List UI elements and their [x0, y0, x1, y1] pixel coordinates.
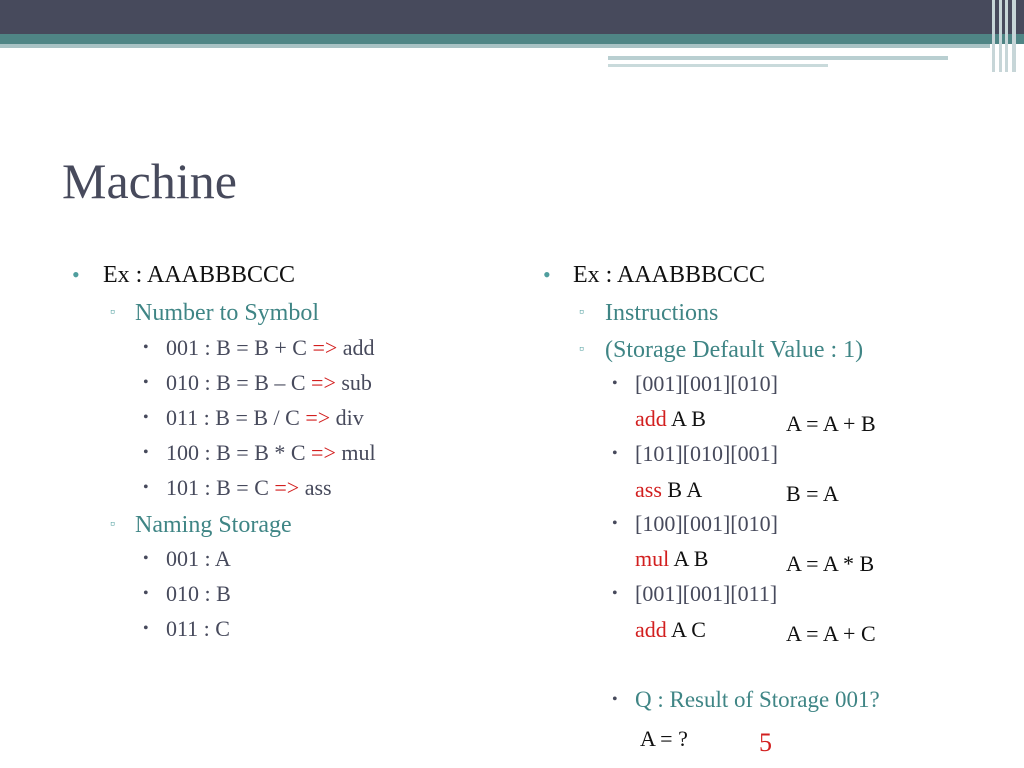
dot-bullet-icon: • — [612, 445, 618, 462]
header-light-band — [0, 44, 990, 48]
section-instructions: Instructions — [605, 300, 719, 326]
square-bullet-icon: ▫ — [579, 305, 584, 320]
instruction-mnemonic: add A C — [635, 617, 706, 642]
dot-bullet-icon: • — [143, 585, 149, 602]
query-text: A = ? — [640, 726, 688, 751]
square-bullet-icon: ▫ — [579, 342, 584, 357]
header-decor-line — [608, 56, 948, 60]
instruction-result: A = A + C — [786, 621, 876, 646]
mapping-item: 001 : B = B + C => add — [166, 335, 375, 360]
instruction-result: A = A * B — [786, 551, 875, 576]
square-bullet-icon: ▫ — [110, 305, 115, 320]
left-heading: Ex : AAABBBCCC — [103, 262, 296, 288]
instruction-result: B = A — [786, 481, 839, 506]
section-naming-storage: Naming Storage — [135, 512, 292, 538]
instruction-mnemonic: ass B A — [635, 477, 703, 502]
header-band — [0, 0, 1024, 34]
dot-bullet-icon: • — [612, 691, 618, 708]
instruction-code: [101][010][001] — [635, 441, 778, 466]
square-bullet-icon: ▫ — [110, 517, 115, 532]
storage-item: 001 : A — [166, 546, 231, 571]
dot-bullet-icon: • — [612, 585, 618, 602]
dot-bullet-icon: • — [143, 550, 149, 567]
bullet-icon: • — [72, 262, 80, 287]
dot-bullet-icon: • — [143, 479, 149, 496]
storage-item: 010 : B — [166, 581, 231, 606]
mapping-item: 010 : B = B – C => sub — [166, 370, 372, 395]
header-decor-bars — [992, 0, 1018, 72]
storage-item: 011 : C — [166, 616, 230, 641]
dot-bullet-icon: • — [143, 409, 149, 426]
header-accent-band — [0, 34, 1024, 44]
mapping-item: 011 : B = B / C => div — [166, 405, 364, 430]
instruction-mnemonic: mul A B — [635, 546, 709, 571]
mapping-item: 101 : B = C => ass — [166, 475, 332, 500]
section-number-to-symbol: Number to Symbol — [135, 300, 319, 326]
mapping-item: 100 : B = B * C => mul — [166, 440, 376, 465]
slide-title: Machine — [62, 153, 237, 209]
section-storage-default: (Storage Default Value : 1) — [605, 337, 864, 363]
instruction-result: A = A + B — [786, 411, 876, 436]
header-decor-line — [608, 64, 828, 67]
dot-bullet-icon: • — [612, 515, 618, 532]
instruction-code: [100][001][010] — [635, 511, 778, 536]
dot-bullet-icon: • — [143, 374, 149, 391]
bullet-icon: • — [543, 262, 551, 287]
dot-bullet-icon: • — [612, 375, 618, 392]
dot-bullet-icon: • — [143, 444, 149, 461]
instruction-code: [001][001][010] — [635, 371, 778, 396]
dot-bullet-icon: • — [143, 620, 149, 637]
answer-value: 5 — [759, 728, 772, 757]
question-text: Q : Result of Storage 001? — [635, 687, 880, 712]
dot-bullet-icon: • — [143, 339, 149, 356]
instruction-code: [001][001][011] — [635, 581, 778, 606]
instruction-mnemonic: add A B — [635, 406, 706, 431]
right-heading: Ex : AAABBBCCC — [573, 262, 766, 288]
